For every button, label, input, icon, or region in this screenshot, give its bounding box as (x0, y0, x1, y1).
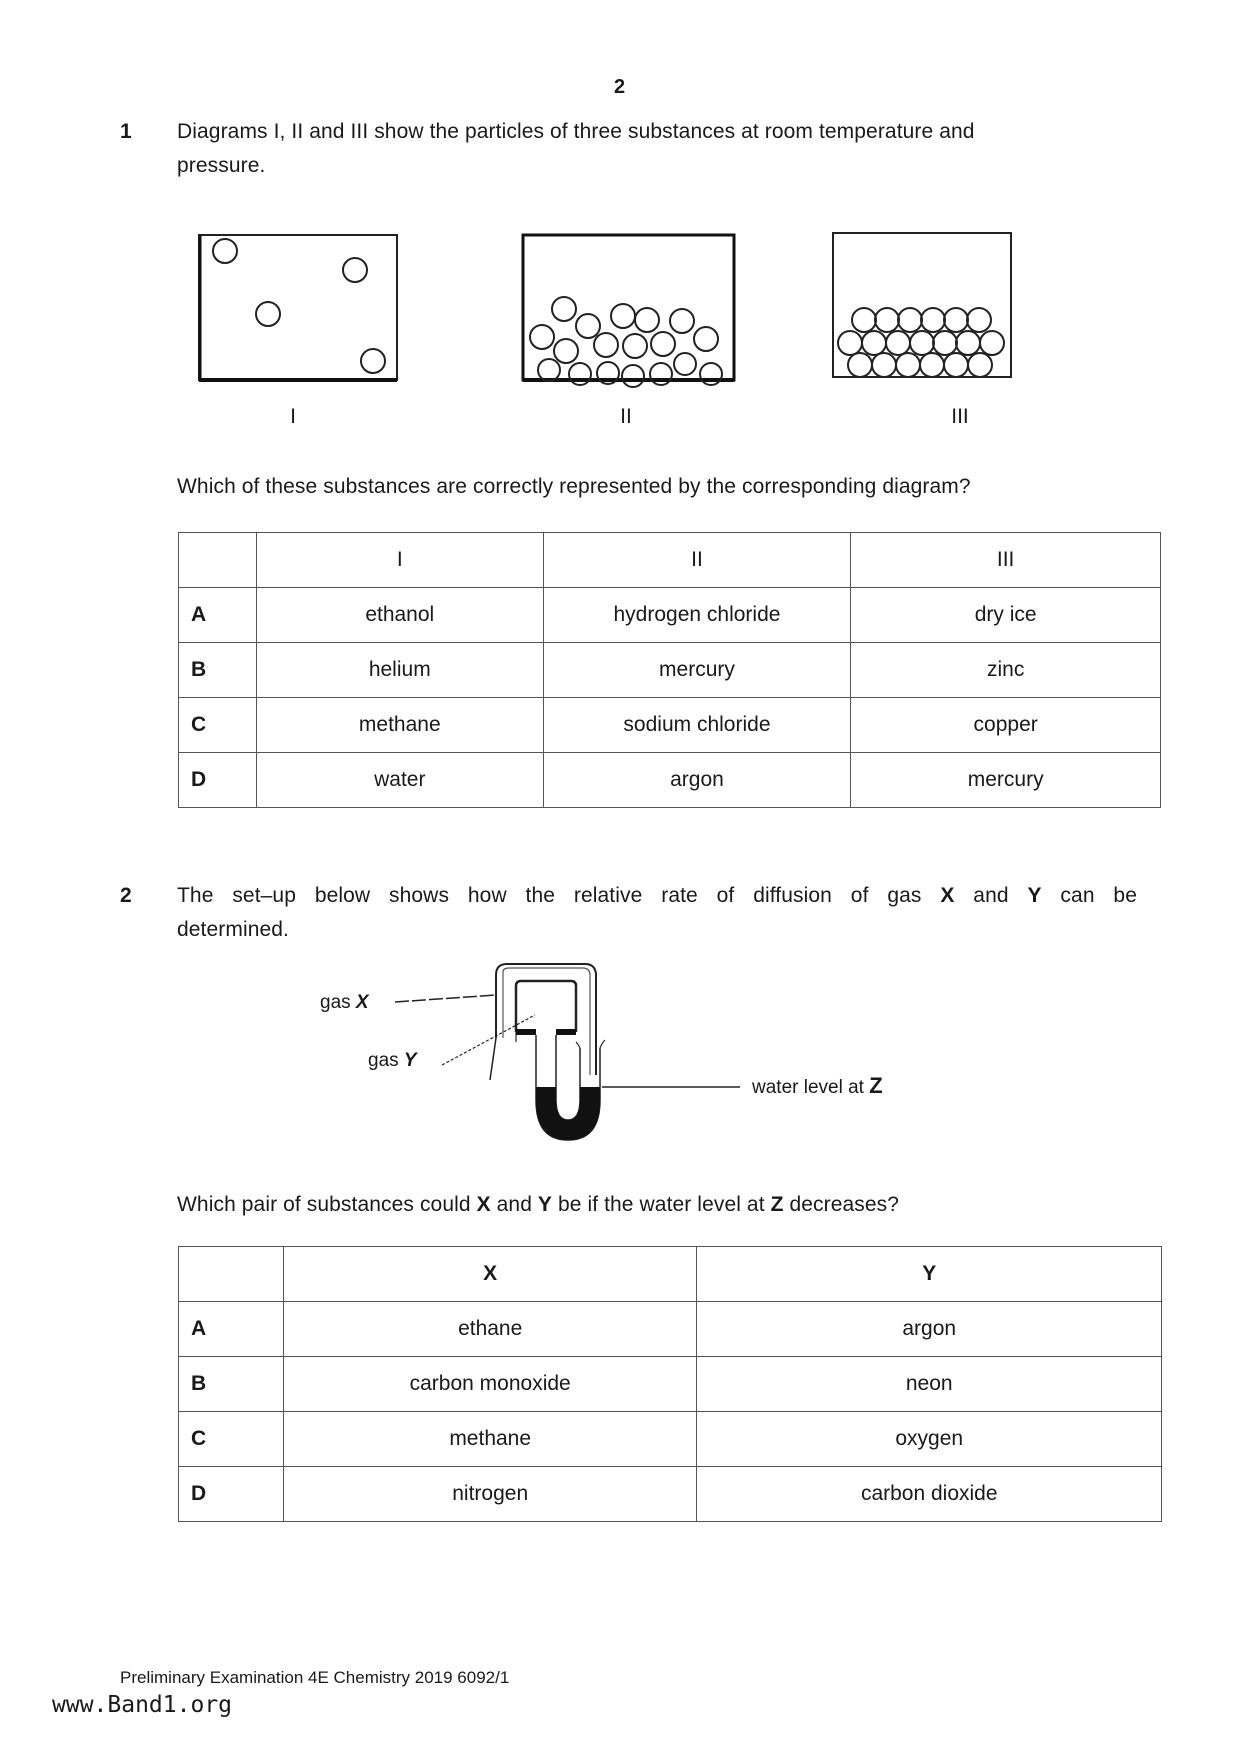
page-number: 2 (613, 76, 626, 98)
table-cell: carbon dioxide (697, 1467, 1162, 1522)
table-cell: ethanol (256, 588, 543, 643)
diagram-i-gas (198, 234, 400, 384)
question-1-text-line1: Diagrams I, II and III show the particles of three substances at room temperature and (177, 120, 975, 143)
question-2-options-table (178, 1246, 1162, 1522)
table-cell: argon (697, 1302, 1162, 1357)
question-2-text-line1: The set–up below shows how the relative rate of diffusion of gas X and Y can be (177, 884, 1137, 907)
table-cell: methane (283, 1412, 697, 1467)
gas-x-label: gas X (320, 992, 369, 1013)
option-label: D (179, 1467, 284, 1522)
table-row (179, 588, 1161, 643)
question-2-prompt: Which pair of substances could X and Y be if the water level at Z decreases? (177, 1193, 900, 1216)
table-cell: nitrogen (283, 1467, 697, 1522)
header-cell (179, 1247, 284, 1302)
table-cell: methane (256, 698, 543, 753)
table-cell: copper (851, 698, 1161, 753)
table-cell: argon (543, 753, 851, 808)
diffusion-apparatus-diagram (300, 950, 960, 1160)
option-label: B (179, 1357, 284, 1412)
header-cell: Y (697, 1247, 1162, 1302)
question-2-number: 2 (120, 884, 132, 907)
table-cell: dry ice (851, 588, 1161, 643)
question-1-text (177, 115, 975, 183)
table-cell: neon (697, 1357, 1162, 1412)
table-cell: helium (256, 643, 543, 698)
table-cell: sodium chloride (543, 698, 851, 753)
watermark-url: www.Band1.org (52, 1692, 233, 1718)
gas-y-label: gas Y (368, 1050, 417, 1071)
table-row (179, 1302, 1162, 1357)
header-cell (179, 533, 257, 588)
option-label: C (179, 1412, 284, 1467)
table-header-row (179, 1247, 1162, 1302)
water-level-label: water level at Z (752, 1073, 883, 1098)
header-cell: II (543, 533, 851, 588)
table-row (179, 643, 1161, 698)
table-row (179, 1357, 1162, 1412)
question-2-text-line2: determined. (177, 918, 289, 941)
table-cell: oxygen (697, 1412, 1162, 1467)
table-cell: carbon monoxide (283, 1357, 697, 1412)
option-label: A (179, 588, 257, 643)
table-cell: mercury (543, 643, 851, 698)
option-label: C (179, 698, 257, 753)
table-header-row (179, 533, 1161, 588)
table-cell: mercury (851, 753, 1161, 808)
question-2-text (177, 879, 1137, 947)
diagram-iii-label: III (951, 405, 969, 428)
option-label: A (179, 1302, 284, 1357)
question-1-prompt: Which of these substances are correctly represented by the corresponding diagram? (177, 475, 971, 498)
table-cell: water (256, 753, 543, 808)
header-cell: I (256, 533, 543, 588)
question-1-options-table (178, 532, 1161, 808)
diagram-i-label: I (290, 405, 296, 428)
table-cell: hydrogen chloride (543, 588, 851, 643)
table-row (179, 753, 1161, 808)
header-cell: X (283, 1247, 697, 1302)
diagram-ii-label: II (620, 405, 632, 428)
table-cell: ethane (283, 1302, 697, 1357)
diagram-ii-liquid (521, 234, 737, 384)
option-label: D (179, 753, 257, 808)
table-row (179, 1467, 1162, 1522)
table-row (179, 1412, 1162, 1467)
table-cell: zinc (851, 643, 1161, 698)
question-1-number: 1 (120, 120, 132, 143)
option-label: B (179, 643, 257, 698)
header-cell: III (851, 533, 1161, 588)
question-1-text-line2: pressure. (177, 154, 266, 177)
diagram-iii-solid (832, 232, 1014, 380)
exam-footer: Preliminary Examination 4E Chemistry 2019 6092/1 (120, 1668, 510, 1687)
table-row (179, 698, 1161, 753)
